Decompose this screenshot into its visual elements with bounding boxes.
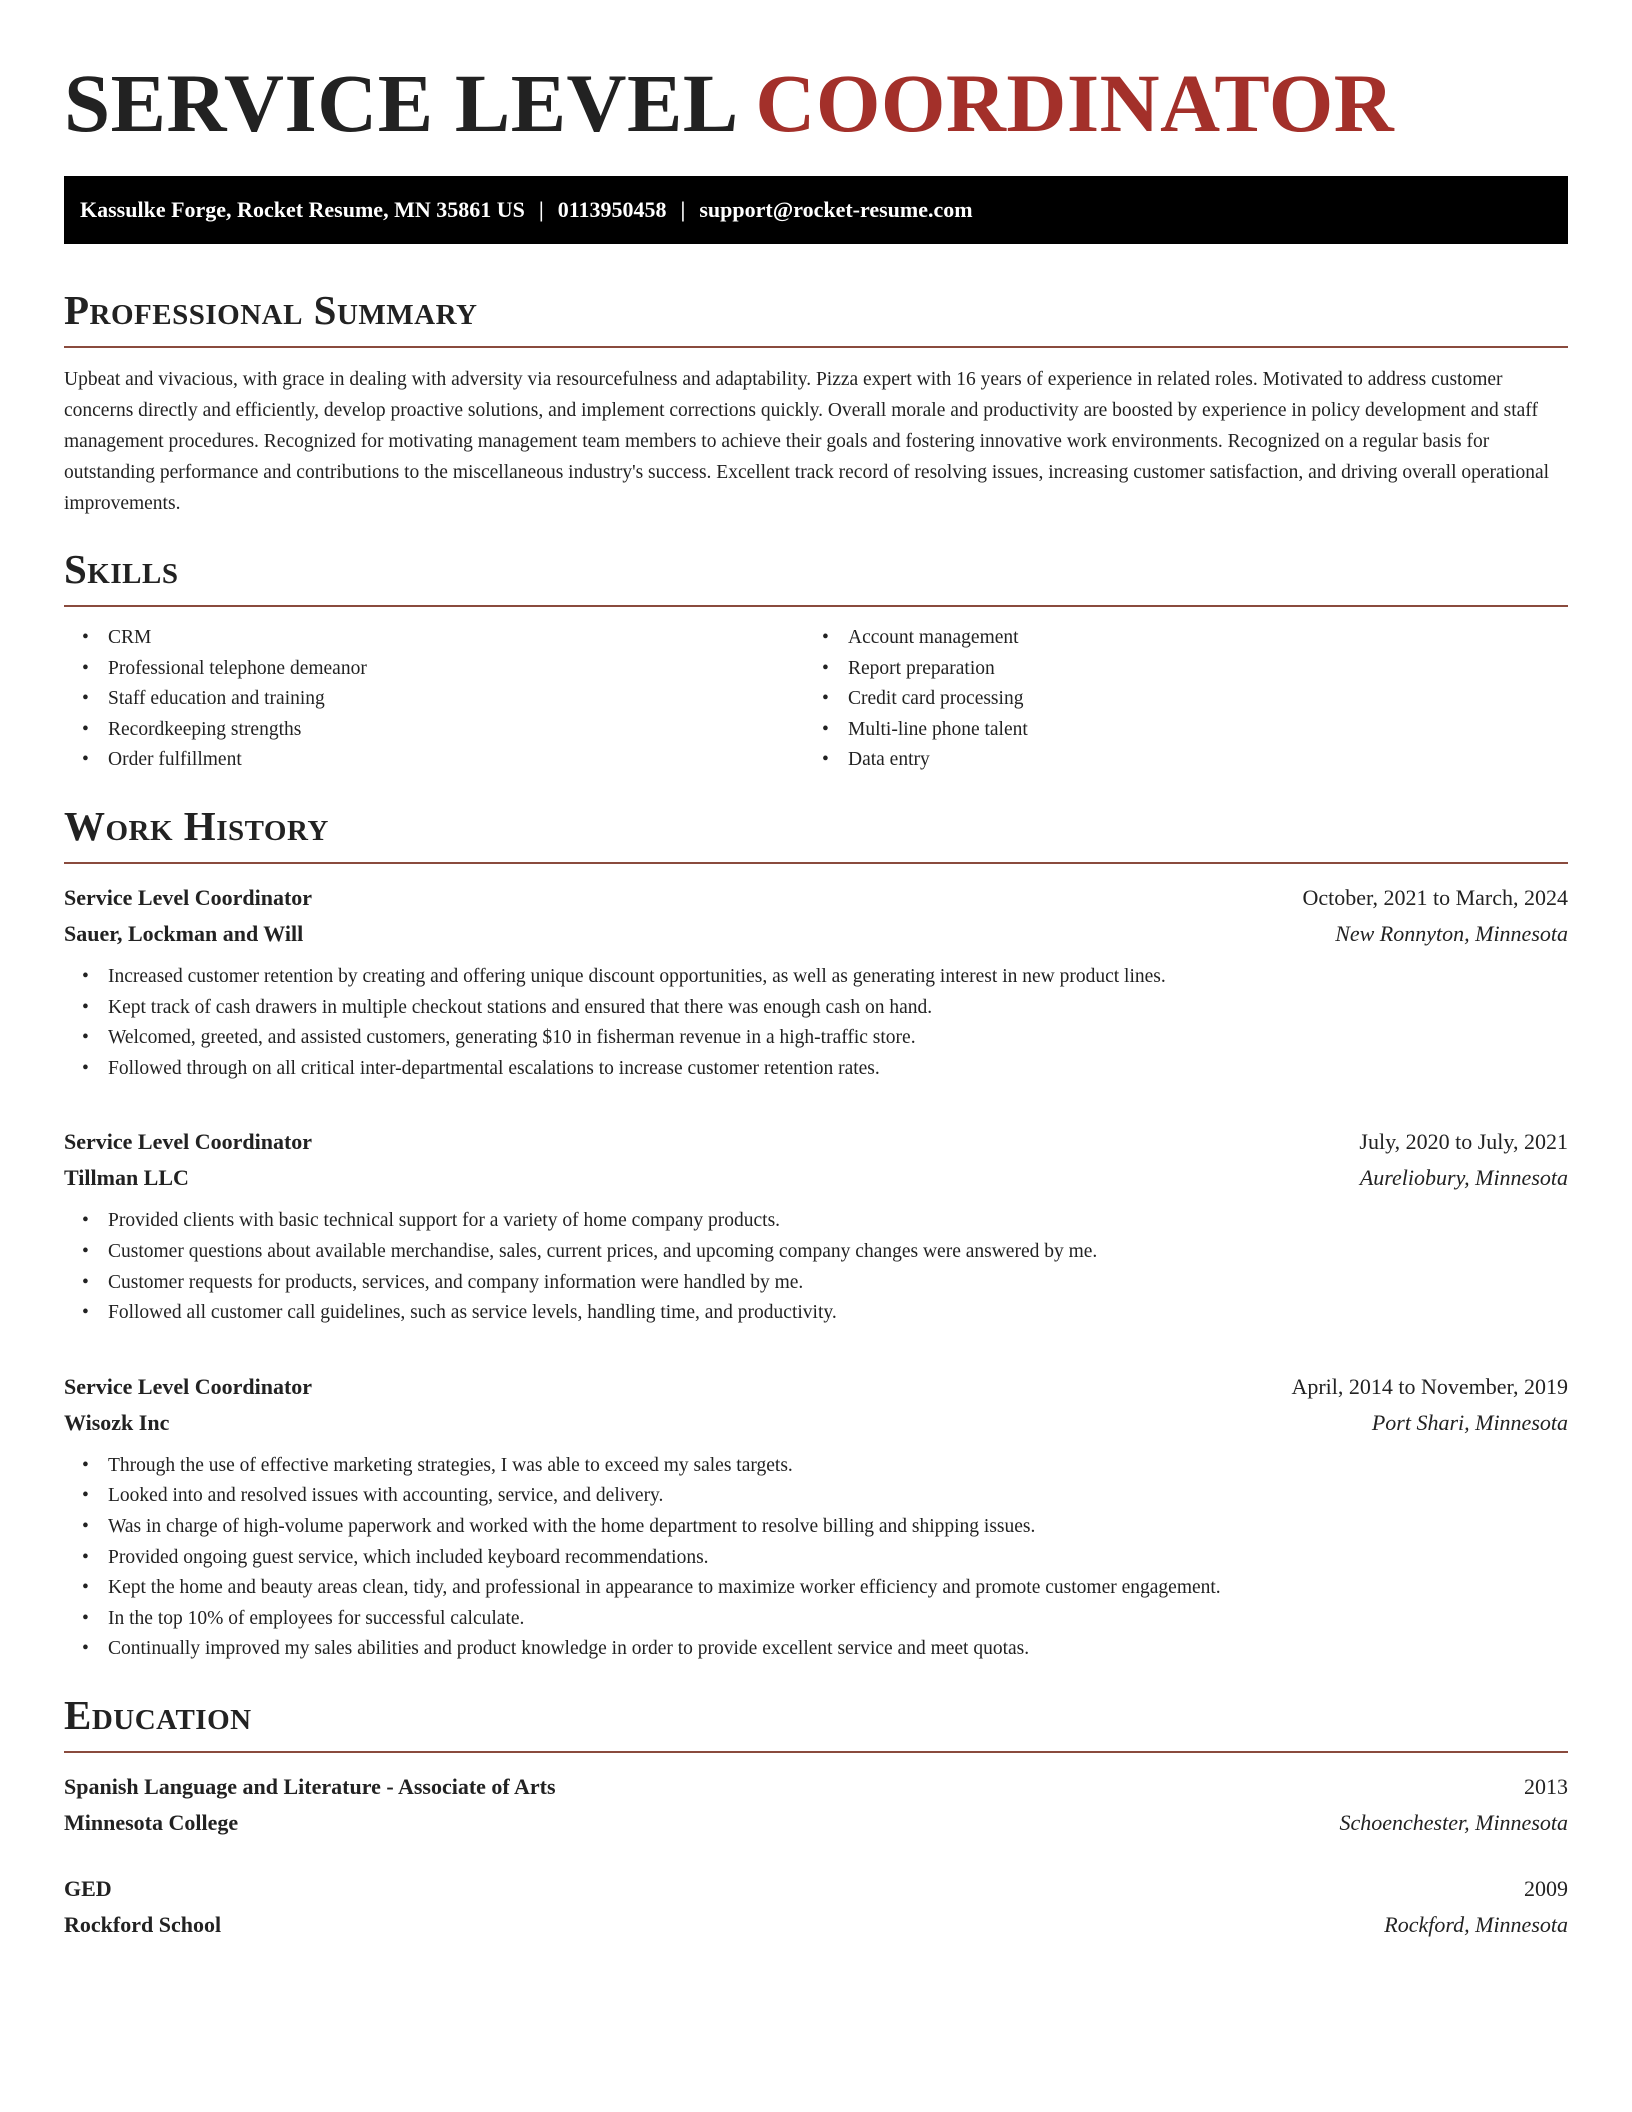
education-year: 2009 <box>1524 1875 1568 1901</box>
job-role: Service Level Coordinator <box>64 1129 313 1155</box>
job-bullet: • Provided ongoing guest service, which included keyboard recommendations. <box>64 1543 1568 1574</box>
job-company: Sauer, Lockman and Will <box>64 920 304 946</box>
summary-section <box>64 286 1568 519</box>
job-bullet: • Looked into and resolved issues with accounting, service, and delivery. <box>64 1481 1568 1512</box>
summary-title: Professional Summary <box>64 287 478 333</box>
contact-separator: | <box>538 197 544 222</box>
job-dates: October, 2021 to March, 2024 <box>1302 884 1568 910</box>
skill-item: • Order fulfillment <box>64 745 804 776</box>
skill-item: • CRM <box>64 623 804 654</box>
job-bullet: • Was in charge of high-volume paperwork and worked with the home department to resolve billing and shipping issues. <box>64 1512 1568 1543</box>
education-degree: Spanish Language and Literature - Associate of Arts <box>64 1773 556 1799</box>
skill-item: • Report preparation <box>804 654 1544 685</box>
name-last: COORDINATOR <box>755 57 1395 149</box>
section-divider <box>64 1751 1568 1753</box>
education-degree: GED <box>64 1875 112 1901</box>
job-entry <box>64 880 1568 1084</box>
job-entry <box>64 1124 1568 1328</box>
work-title: Work History <box>64 802 329 849</box>
job-bullet: • Welcomed, greeted, and assisted customers, generating $10 in fisherman revenue in a high-traffic store. <box>64 1023 1568 1054</box>
name-first: SERVICE LEVEL <box>64 57 735 149</box>
job-location: Aureliobury, Minnesota <box>1359 1165 1568 1191</box>
job-entry <box>64 1369 1568 1665</box>
education-location: Rockford, Minnesota <box>1384 1911 1568 1937</box>
education-school: Minnesota College <box>64 1809 239 1835</box>
skill-item: • Account management <box>804 623 1544 654</box>
job-bullet: • Continually improved my sales abilities and product knowledge in order to provide excellent service and meet quotas. <box>64 1634 1568 1665</box>
summary-text: Upbeat and vivacious, with grace in dealing with adversity via resourcefulness and adaptability. Pizza expert with 16 years of experience in related roles. Motivated to address customer concerns directly and efficiently, develop proactive solutions, and implement corrections quickly. Overall morale and productivity are boosted by experience in policy development and staff management procedures. Recognized for motivating management team members to achieve their goals and fostering innovative work environments. Recognized on a regular basis for outstanding performance and contributions to the miscellaneous industry's success. Excellent track record of resolving issues, increasing customer satisfaction, and driving overall operational improvements. <box>64 369 1550 514</box>
contact-phone[interactable]: 0113950458 <box>557 197 667 222</box>
job-bullet: • Followed through on all critical inter-departmental escalations to increase customer retention rates. <box>64 1054 1568 1085</box>
contact-email[interactable]: support@rocket-resume.com <box>699 197 973 222</box>
job-role: Service Level Coordinator <box>64 1373 313 1399</box>
job-bullet: • Kept track of cash drawers in multiple checkout stations and ensured that there was enough cash on hand. <box>64 993 1568 1024</box>
job-bullet: • Through the use of effective marketing strategies, I was able to exceed my sales targets. <box>64 1451 1568 1482</box>
job-company: Tillman LLC <box>64 1165 189 1191</box>
job-bullets <box>64 1206 1568 1328</box>
job-bullet: • In the top 10% of employees for successful calculate. <box>64 1604 1568 1635</box>
job-company: Wisozk Inc <box>64 1409 170 1435</box>
job-bullets <box>64 962 1568 1084</box>
education-entry <box>64 1871 1568 1943</box>
skills-list-left <box>64 623 804 776</box>
job-location: New Ronnyton, Minnesota <box>1335 920 1568 946</box>
section-divider <box>64 862 1568 864</box>
work-section <box>64 802 1568 1665</box>
education-year: 2013 <box>1524 1773 1568 1799</box>
job-bullet: • Increased customer retention by creating and offering unique discount opportunities, as well as generating interest in new product lines. <box>64 962 1568 993</box>
skill-item: • Credit card processing <box>804 684 1544 715</box>
section-divider <box>64 605 1568 607</box>
skill-item: • Multi-line phone talent <box>804 715 1544 746</box>
job-bullet: • Kept the home and beauty areas clean, tidy, and professional in appearance to maximize worker efficiency and promote customer engagement. <box>64 1573 1568 1604</box>
skills-title: Skills <box>64 546 179 592</box>
section-divider <box>64 346 1568 348</box>
skill-item: • Recordkeeping strengths <box>64 715 804 746</box>
contact-separator: | <box>680 197 686 222</box>
job-dates: April, 2014 to November, 2019 <box>1291 1373 1568 1399</box>
education-entry <box>64 1769 1568 1841</box>
job-role: Service Level Coordinator <box>64 884 313 910</box>
job-bullet: • Customer questions about available merchandise, sales, current prices, and upcoming company changes were answered by me. <box>64 1237 1568 1268</box>
skill-item: • Data entry <box>804 745 1544 776</box>
job-bullets <box>64 1451 1568 1665</box>
education-title: Education <box>64 1691 252 1738</box>
education-section <box>64 1691 1568 1943</box>
skill-item: • Staff education and training <box>64 684 804 715</box>
resume-name <box>64 0 1568 148</box>
job-bullet: • Followed all customer call guidelines, such as service levels, handling time, and productivity. <box>64 1298 1568 1329</box>
education-location: Schoenchester, Minnesota <box>1339 1809 1568 1835</box>
contact-bar <box>64 176 1568 244</box>
contact-address: Kassulke Forge, Rocket Resume, MN 35861 US <box>80 197 525 222</box>
skills-section <box>64 545 1568 776</box>
job-dates: July, 2020 to July, 2021 <box>1359 1129 1568 1155</box>
job-location: Port Shari, Minnesota <box>1371 1409 1568 1435</box>
resume-page <box>64 0 1568 1943</box>
skills-list-right <box>804 623 1544 776</box>
skill-item: • Professional telephone demeanor <box>64 654 804 685</box>
job-bullet: • Provided clients with basic technical support for a variety of home company products. <box>64 1206 1568 1237</box>
job-bullet: • Customer requests for products, services, and company information were handled by me. <box>64 1268 1568 1299</box>
education-school: Rockford School <box>64 1911 222 1937</box>
